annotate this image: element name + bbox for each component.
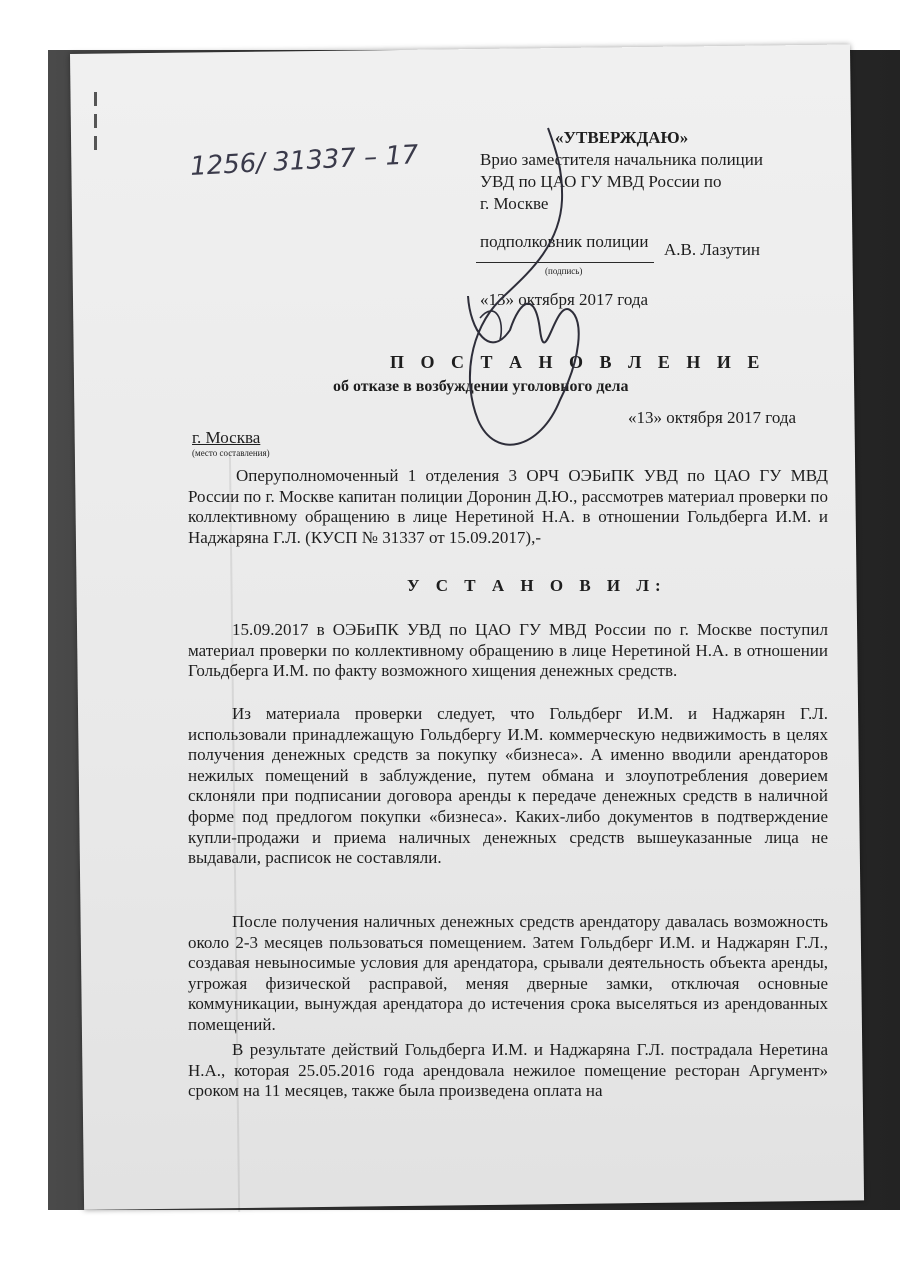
hole-mark (94, 92, 97, 106)
approval-title: «УТВЕРЖДАЮ» (555, 128, 689, 147)
approval-position-line: г. Москве (480, 194, 549, 213)
document-date: «13» октября 2017 года (628, 408, 797, 427)
binder-holes (94, 92, 97, 158)
hole-mark (94, 136, 97, 150)
document-place: г. Москва (192, 428, 261, 447)
body-paragraph: 15.09.2017 в ОЭБиПК УВД по ЦАО ГУ МВД России по г. Москве поступил материал проверки по коллективному обращению в лице Неретиной Н.А. в отношении Гольдберга И.М. по факту возможного хищения денежных средств. (188, 620, 828, 681)
approval-name: А.В. Лазутин (664, 240, 760, 259)
approval-position-line: УВД по ЦАО ГУ МВД России по (480, 172, 722, 191)
handwritten-registration-number: 1256/ 31337 – 17 (189, 140, 420, 182)
section-heading: У С Т А Н О В И Л: (407, 576, 667, 595)
body-paragraph: После получения наличных денежных средств арендатору давалась возможность около 2-3 месяцев пользоваться помещением. Затем Гольдберг И.М. и Наджарян Г.Л., создавая невыносимые условия для арендатора, срывали деятельность объекта аренды, угрожая физической расправой, меняя дверные замки, отключая основные коммуникации, вынуждая арендатора до истечения срока выселяться из арендованных помещений. (188, 912, 828, 1034)
intro-paragraph: Оперуполномоченный 1 отделения 3 ОРЧ ОЭБиПК УВД по ЦАО ГУ МВД России по г. Москве капитан полиции Доронин Д.Ю., рассмотрев материал проверки по коллективному обращению в лице Неретиной Н.А. в отношении Гольдберга И.М. и Наджаряна Г.Л. (КУСП № 31337 от 15.09.2017),- (188, 466, 828, 547)
approval-rank: подполковник полиции (480, 232, 649, 251)
hole-mark (94, 114, 97, 128)
place-caption: (место составления) (192, 448, 270, 458)
approval-position-line: Врио заместителя начальника полиции (480, 150, 763, 169)
document-title: П О С Т А Н О В Л Е Н И Е (390, 352, 766, 372)
approval-date: «13» октября 2017 года (480, 290, 649, 309)
body-paragraph: Из материала проверки следует, что Гольдберг И.М. и Наджарян Г.Л. использовали принадлежащую Гольдбергу И.М. коммерческую недвижимость в целях получения денежных средств за покупку «бизнеса». А именно вводили арендаторов нежилых помещений в заблуждение, путем обмана и злоупотребления доверием склоняли при подписании договора аренды к передаче денежных средств в наличной форме под предлогом покупки «бизнеса». Каких-либо документов в подтверждение купли-продажи и приема наличных денежных средств вышеуказанные лица не выдавали, расписок не составляли. (188, 704, 828, 868)
signature-line (476, 262, 654, 263)
signature-caption: (подпись) (545, 266, 583, 276)
body-paragraph: В результате действий Гольдберга И.М. и Наджаряна Г.Л. пострадала Неретина Н.А., которая 25.05.2016 года арендовала нежилое помещение ресторан Аргумент» сроком на 11 месяцев, также была произведена оплата на (188, 1040, 828, 1101)
document-subtitle: об отказе в возбуждении уголовного дела (333, 378, 629, 395)
